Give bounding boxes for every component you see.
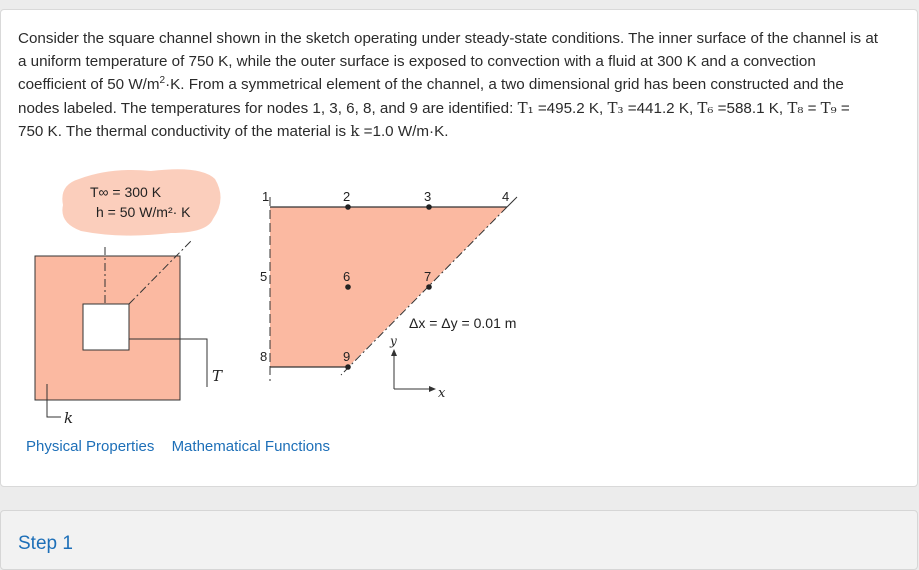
physical-properties-link[interactable]: Physical Properties <box>26 438 155 455</box>
step-title[interactable]: Step 1 <box>18 533 73 554</box>
problem-statement: Consider the square channel shown in the sketch operating under steady-state conditions. The inner surface of the channel is at a uniform temperature of 750 K, while the outer surface is exposed to convection with a fluid at 300 K and a convection coefficient of 50 $W/m^2\cdot K$. From a symmetrical element of the channel, a two dimensional grid has been constructed and the nodes labeled. The temperatures for nodes 1, 3, 6, 8, and 9 are identified: T₁ =495.2 K, T₃ =441.2 K, T₆ =588.1 K, T₈ = T₉ = 750 K. The thermal conductivity of the material is k =1.0 W/m·K. <box>18 30 879 140</box>
inner-temperature-label: T <box>212 367 223 385</box>
symmetric-element <box>270 207 507 367</box>
node-9 <box>345 364 351 370</box>
problem-card <box>0 9 918 487</box>
node-label: 5 <box>260 269 268 284</box>
channel-inner <box>83 304 129 350</box>
resource-links <box>26 438 343 455</box>
node-7 <box>426 284 432 290</box>
node-6 <box>345 284 351 290</box>
conductivity-label: k <box>64 409 74 427</box>
mathematical-functions-link[interactable]: Mathematical Functions <box>171 438 330 455</box>
fluid-temperature-label: T∞ = 300 K <box>90 184 162 200</box>
y-axis-label: y <box>390 334 397 348</box>
convection-coefficient-label: h = 50 W/m²· K <box>96 204 191 220</box>
t3-symbol: T₃ <box>607 98 624 117</box>
t1-symbol: T₁ <box>517 98 534 117</box>
t6-symbol: T₆ <box>697 98 714 117</box>
k-symbol: k <box>350 121 360 140</box>
fluid-cloud <box>62 169 220 235</box>
node-label: 3 <box>424 189 432 204</box>
node-label: 9 <box>343 349 351 364</box>
node-label: 4 <box>502 189 510 204</box>
node-label: 8 <box>260 349 268 364</box>
node-3 <box>426 204 432 210</box>
grid-spacing-label: Δx = Δy = 0.01 m <box>409 315 517 331</box>
node-label: 2 <box>343 189 351 204</box>
x-axis-arrow <box>429 386 436 392</box>
node-label: 1 <box>262 189 270 204</box>
channel-sketch <box>1 10 919 488</box>
t9-symbol: T₉ <box>820 98 837 117</box>
node-label: 6 <box>343 269 351 284</box>
y-axis-arrow <box>391 349 397 356</box>
node-label: 7 <box>424 269 432 284</box>
node-2 <box>345 204 351 210</box>
step-card[interactable] <box>0 510 918 570</box>
t8-symbol: T₈ <box>787 98 804 117</box>
x-axis-label: x <box>438 386 446 401</box>
